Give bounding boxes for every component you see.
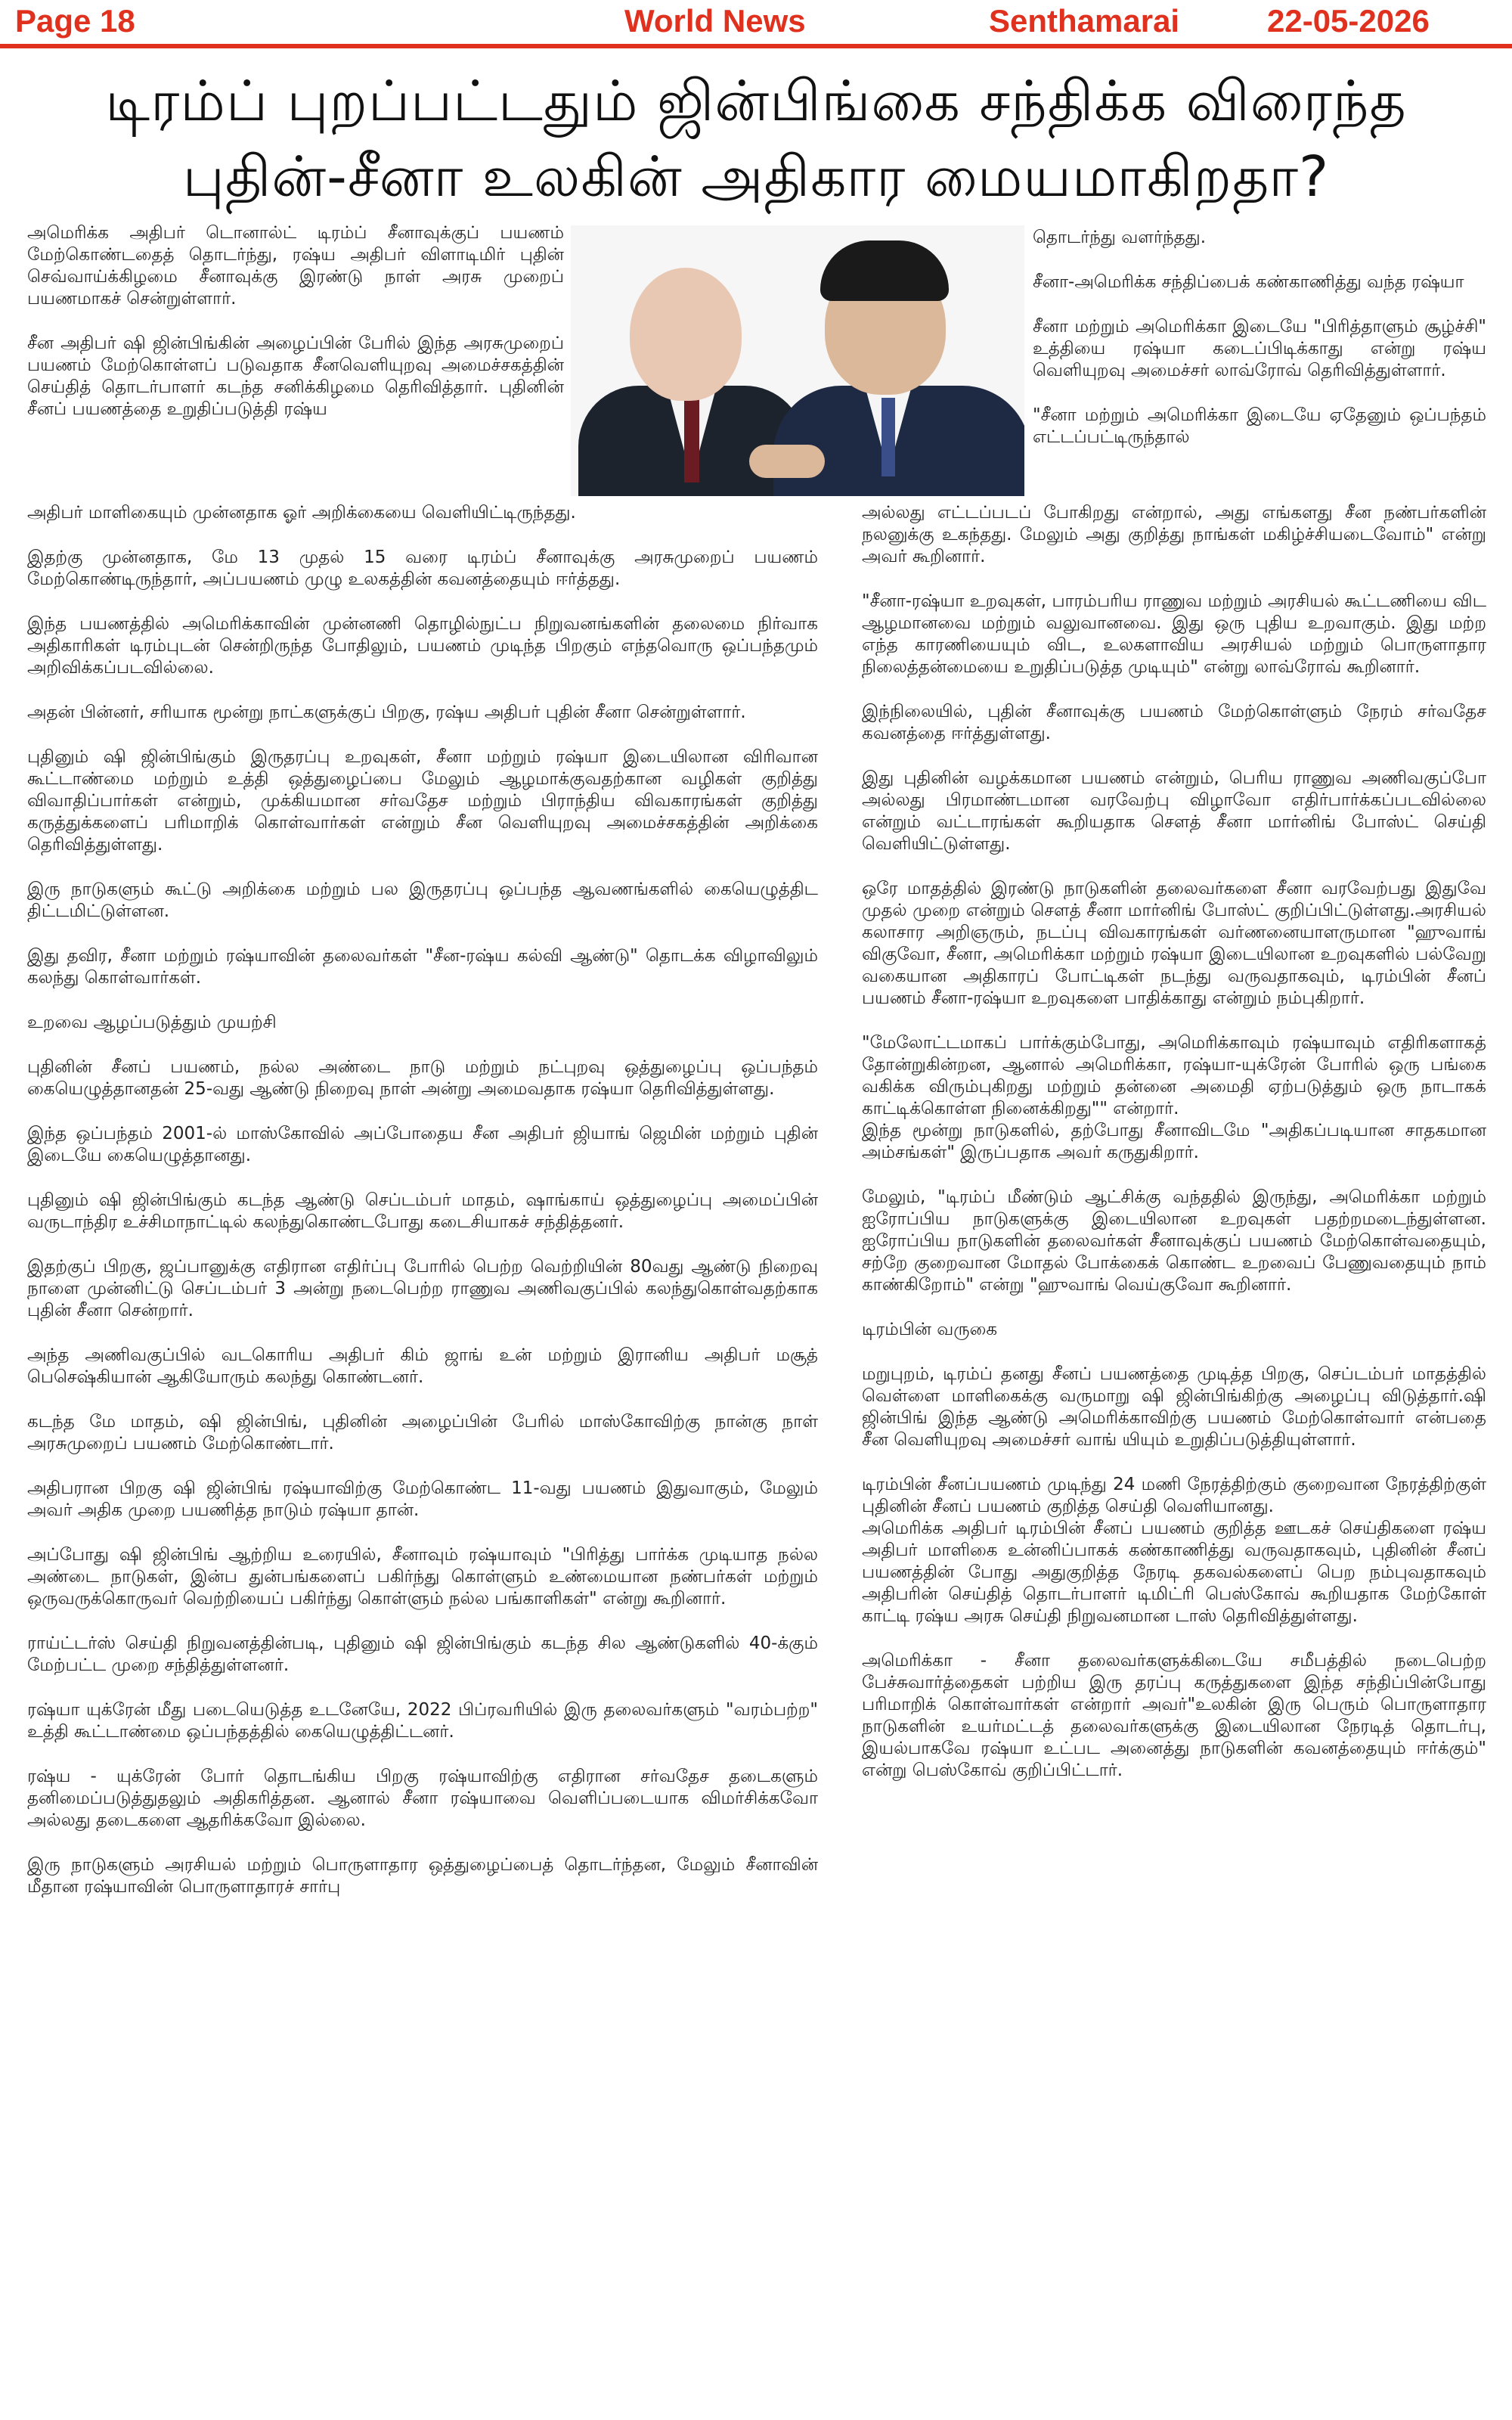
- subheading: உறவை ஆழப்படுத்தும் முயற்சி: [27, 1013, 277, 1032]
- paragraph: அந்த அணிவகுப்பில் வடகொரிய அதிபர் கிம் ஜாங் உன் மற்றும் இரானிய அதிபர் மசூத் பெசெஷ்கியான் ஆகியோரும் கலந்து கொண்டனர்.: [27, 1345, 818, 1387]
- handshake: [749, 445, 825, 478]
- paragraph: மேலும், "டிரம்ப் மீண்டும் ஆட்சிக்கு வந்ததில் இருந்து, அமெரிக்கா மற்றும் ஐரோப்பிய நாடுகளுக்கு இடையிலான உறவுகள் பதற்றமடைந்துள்ளன. ஐரோப்பிய நாடுகளின் தலைவர்கள் சீனாவுக்குப் பயணம் மேற்கொள்வதையும், சற்றே குறைவான மோதல் போக்கைக் கொண்ட உறவைப் பேணுவதையும் நாம் காண்கிறோம்" என்று "ஹுவாங் வெய்குவோ கூறினார்.: [862, 1187, 1486, 1295]
- paragraph: ரஷ்யா யுக்ரேன் மீது படையெடுத்த உடனேயே, 2022 பிப்ரவரியில் இரு தலைவர்களும் "வரம்பற்ற" உத்தி கூட்டாண்மை ஒப்பந்தத்தில் கையெழுத்திட்டனர்.: [27, 1700, 818, 1742]
- paragraph: இதற்கு முன்னதாக, மே 13 முதல் 15 வரை டிரம்ப் சீனாவுக்கு அரசுமுறைப் பயணம் மேற்கொண்டிருந்தார், அப்பயணம் முழு உலகத்தின் கவனத்தையும் ஈர்த்தது.: [27, 548, 818, 589]
- paragraph: ராய்ட்டர்ஸ் செய்தி நிறுவனத்தின்படி, புதினும் ஷி ஜின்பிங்கும் கடந்த சில ஆண்டுகளில் 40-க்கும் மேற்பட்ட முறை சந்தித்துள்ளனர்.: [27, 1634, 818, 1675]
- paragraph: அமெரிக்கா - சீனா தலைவர்களுக்கிடையே சமீபத்தில் நடைபெற்ற பேச்சுவார்த்தைகள் பற்றிய இரு தரப்பு கருத்துகளை இந்த சந்திப்பின்போது பரிமாறிக் கொள்வார்கள் என்றார் அவர்"உலகின் இரு பெரும் பொருளாதார நாடுகளின் உயர்மட்டத் தலைவர்களுக்கு இடையிலான நேரடித் தொடர்பு, இயல்பாகவே ரஷ்யா உட்பட அனைத்து நாடுகளின் கவனத்தையும் ஈர்க்கும்" என்று பெஸ்கோவ் குறிப்பிட்டார்.: [862, 1651, 1486, 1780]
- paragraph: இந்த பயணத்தில் அமெரிக்காவின் முன்னணி தொழில்நுட்ப நிறுவனங்களின் தலைமை நிர்வாக அதிகாரிகள் டிரம்புடன் சென்றிருந்த போதிலும், பயணம் முடிந்த பிறகும் எந்தவொரு ஒப்பந்தமும் அறிவிக்கப்படவில்லை.: [27, 614, 818, 678]
- paragraph: ரஷ்ய - யுக்ரேன் போர் தொடங்கிய பிறகு ரஷ்யாவிற்கு எதிரான சர்வதேச தடைகளும் தனிமைப்படுத்துதலும் அதிகரித்தன. ஆனால் சீனா ரஷ்யாவை வெளிப்படையாக விமர்சிக்கவோ அல்லது தடைகளை ஆதரிக்கவோ இல்லை.: [27, 1767, 818, 1830]
- subheading: டிரம்பின் வருகை: [862, 1320, 998, 1339]
- paragraph: அதிபரான பிறகு ஷி ஜின்பிங் ரஷ்யாவிற்கு மேற்கொண்ட 11-வது பயணம் இதுவாகும், மேலும் அவர் அதிக முறை பயணித்த நாடும் ரஷ்யா தான்.: [27, 1478, 818, 1520]
- article-photo: [571, 225, 1024, 496]
- header-divider: [0, 44, 1512, 48]
- paragraph: அதன் பின்னர், சரியாக மூன்று நாட்களுக்குப் பிறகு, ரஷ்ய அதிபர் புதின் சீனா சென்றுள்ளார்.: [27, 703, 746, 722]
- left-column: [27, 502, 818, 1898]
- page-header: [0, 0, 1512, 41]
- page-number: Page 18: [15, 3, 135, 39]
- paragraph: கடந்த மே மாதம், ஷி ஜின்பிங், புதினின் அழைப்பின் பேரில் மாஸ்கோவிற்கு நான்கு நாள் அரசுமுறைப் பயணம் மேற்கொண்டார்.: [27, 1412, 818, 1454]
- paragraph: அதிபர் மாளிகையும் முன்னதாக ஓர் அறிக்கையை வெளியிட்டிருந்தது.: [27, 503, 576, 523]
- issue-date: 22-05-2026: [1267, 3, 1430, 39]
- paragraph: இந்நிலையில், புதின் சீனாவுக்கு பயணம் மேற்கொள்ளும் நேரம் சர்வதேச கவனத்தை ஈர்த்துள்ளது.: [862, 702, 1486, 743]
- paragraph: இந்த மூன்று நாடுகளில், தற்போது சீனாவிடமே "அதிகப்படியான சாதகமான அம்சங்கள்" இருப்பதாக அவர் கருதுகிறார்.: [862, 1121, 1486, 1162]
- paragraph: இது புதினின் வழக்கமான பயணம் என்றும், பெரிய ராணுவ அணிவகுப்போ அல்லது பிரமாண்டமான வரவேற்பு விழாவோ எதிர்பார்க்கப்படவில்லை என்றும் வட்டாரங்கள் கூறியதாக சௌத் சீனா மார்னிங் போஸ்ட் செய்தி வெளியிட்டுள்ளது.: [862, 768, 1486, 854]
- paragraph: இது தவிர, சீனா மற்றும் ரஷ்யாவின் தலைவர்கள் "சீன-ரஷ்ய கல்வி ஆண்டு" தொடக்க விழாவிலும் கலந்து கொள்வார்கள்.: [27, 946, 818, 988]
- paragraph: இரு நாடுகளும் கூட்டு அறிக்கை மற்றும் பல இருதரப்பு ஒப்பந்த ஆவணங்களில் கையெழுத்திட திட்டமிட்டுள்ளன.: [27, 880, 818, 921]
- paragraph: புதினும் ஷி ஜின்பிங்கும் இருதரப்பு உறவுகள், சீனா மற்றும் ரஷ்யா இடையிலான விரிவான கூட்டாண்மை மற்றும் உத்தி ஒத்துழைப்பை மேலும் ஆழமாக்குவதற்கான வழிகள் குறித்து விவாதிப்பார்கள் என்றும், முக்கியமான சர்வதேச மற்றும் பிராந்திய விவகாரங்கள் குறித்து கருத்துக்களைப் பரிமாறிக் கொள்வார்கள் என்றும் சீன வெளியுறவு அமைச்சகத்தின் அறிக்கை தெரிவித்துள்ளது.: [27, 747, 818, 855]
- right-column: [862, 502, 1486, 1782]
- paragraph: புதினின் சீனப் பயணம், நல்ல அண்டை நாடு மற்றும் நட்புறவு ஒத்துழைப்பு ஒப்பந்தம் கையெழுத்தானதன் 25-வது ஆண்டு நிறைவு நாள் அன்று அமைவதாக ரஷ்யா தெரிவித்துள்ளது.: [27, 1057, 818, 1099]
- paragraph: இந்த ஒப்பந்தம் 2001-ல் மாஸ்கோவில் அப்போதைய சீன அதிபர் ஜியாங் ஜெமின் மற்றும் புதின் இடையே கையெழுத்தானது.: [27, 1124, 818, 1165]
- paragraph: டிரம்பின் சீனப்பயணம் முடிந்து 24 மணி நேரத்திற்கும் குறைவான நேரத்திற்குள் புதினின் சீனப் பயணம் குறித்த செய்தி வெளியானது.: [862, 1475, 1486, 1516]
- paragraph: அப்போது ஷி ஜின்பிங் ஆற்றிய உரையில், சீனாவும் ரஷ்யாவும் "பிரித்து பார்க்க முடியாத நல்ல அண்டை நாடுகள், இன்ப துன்பங்களைப் பகிர்ந்து கொள்ளும் உண்மையான நண்பர்கள் மற்றும் ஒருவருக்கொருவர் வெற்றியைப் பகிர்ந்து கொள்ளும் நல்ல பங்காளிகள்" என்று கூறினார்.: [27, 1545, 818, 1609]
- left-column-top: [27, 222, 564, 420]
- paragraph: மறுபுறம், டிரம்ப் தனது சீனப் பயணத்தை முடித்த பிறகு, செப்டம்பர் மாதத்தில் வெள்ளை மாளிகைக்கு வருமாறு ஷி ஜின்பிங்கிற்கு அழைப்பு விடுத்தார்.ஷி ஜின்பிங் இந்த ஆண்டு அமெரிக்காவிற்கு பயணம் மேற்கொள்வார் என்பதை சீன வெளியுறவு அமைச்சர் வாங் யியும் உறுதிப்படுத்தியுள்ளார்.: [862, 1364, 1486, 1450]
- paragraph: "சீனா-ரஷ்யா உறவுகள், பாரம்பரிய ராணுவ மற்றும் அரசியல் கூட்டணியை விட ஆழமானவை மற்றும் வலுவானவை. இது ஒரு புதிய உறவாகும். இது மற்ற எந்த காரணியையும் விட, உலகளாவிய அரசியல் மற்றும் பொருளாதார நிலைத்தன்மையை உறுதிப்படுத்த முடியும்" என்று லாவ்ரோவ் கூறினார்.: [862, 591, 1486, 677]
- paragraph: சீனா மற்றும் அமெரிக்கா இடையே "பிரித்தாளும் சூழ்ச்சி" உத்தியை ரஷ்யா கடைப்பிடிக்காது என்று ரஷ்ய வெளியுறவு அமைச்சர் லாவ்ரோவ் தெரிவித்துள்ளார்.: [1033, 317, 1486, 380]
- right-column-top: [1033, 227, 1486, 448]
- paragraph: அல்லது எட்டப்படப் போகிறது என்றால், அது எங்களது சீன நண்பர்களின் நலனுக்கு உகந்தது. மேலும் அது குறித்து நாங்கள் மகிழ்ச்சியடைவோம்" என்று அவர் கூறினார்.: [862, 503, 1487, 566]
- paragraph: ஒரே மாதத்தில் இரண்டு நாடுகளின் தலைவர்களை சீனா வரவேற்பது இதுவே முதல் முறை என்றும் சௌத் சீனா மார்னிங் போஸ்ட் குறிப்பிட்டுள்ளது.அரசியல் கலாசார அறிஞரும், நடப்பு விவகாரங்கள் வர்ணனையாளருமான "ஹுவாங் விகுவோ, சீனா, அமெரிக்கா மற்றும் ரஷ்யா இடையிலான உறவுகளில் பல்வேறு வகையான அதிகாரப் போட்டிகள் நடந்து வருவதாகவும், டிரம்பின் சீனப் பயணம் சீனா-ரஷ்யா உறவுகளை பாதிக்காது என்றும் நம்புகிறார்.: [862, 879, 1486, 1008]
- subheading: சீனா-அமெரிக்க சந்திப்பைக் கண்காணித்து வந்த ரஷ்யா: [1033, 272, 1464, 292]
- paragraph: இதற்குப் பிறகு, ஜப்பானுக்கு எதிரான எதிர்ப்பு போரில் பெற்ற வெற்றியின் 80வது ஆண்டு நிறைவு நாளை முன்னிட்டு செப்டம்பர் 3 அன்று நடைபெற்ற ராணுவ அணிவகுப்பில் கலந்துகொள்வதற்காக புதின் சீனா சென்றார்.: [27, 1257, 818, 1320]
- headline-line-1: டிரம்ப் புறப்பட்டதும் ஜின்பிங்கை சந்திக்க விரைந்த: [105, 69, 1407, 134]
- paragraph: தொடர்ந்து வளர்ந்தது.: [1033, 228, 1207, 247]
- publication-name: Senthamarai: [989, 3, 1180, 39]
- headline-line-2: புதின்-சீனா உலகின் அதிகார மையமாகிறதா?: [182, 144, 1330, 209]
- paragraph: இரு நாடுகளும் அரசியல் மற்றும் பொருளாதார ஒத்துழைப்பைத் தொடர்ந்தன, மேலும் சீனாவின் மீதான ரஷ்யாவின் பொருளாதாரச் சார்பு: [27, 1855, 818, 1897]
- paragraph: அமெரிக்க அதிபர் டொனால்ட் டிரம்ப் சீனாவுக்குப் பயணம் மேற்கொண்டதைத் தொடர்ந்து, ரஷ்ய அதிபர் விளாடிமிர் புதின் செவ்வாய்க்கிழமை சீனாவுக்கு இரண்டு நாள் அரசு முறைப் பயணமாகச் சென்றுள்ளார்.: [27, 223, 564, 309]
- paragraph: சீன அதிபர் ஷி ஜின்பிங்கின் அழைப்பின் பேரில் இந்த அரசுமுறைப் பயணம் மேற்கொள்ளப் படுவதாக சீனவெளியுறவு அமைச்சகத்தின் செய்தித் தொடர்பாளர் கடந்த சனிக்கிழமை தெரிவித்தார். புதினின் சீனப் பயணத்தை உறுதிப்படுத்தி ரஷ்ய: [27, 334, 564, 419]
- paragraph: "சீனா மற்றும் அமெரிக்கா இடையே ஏதேனும் ஒப்பந்தம் எட்டப்பட்டிருந்தால்: [1033, 405, 1486, 447]
- article-headline: [23, 64, 1489, 215]
- paragraph: அமெரிக்க அதிபர் டிரம்பின் சீனப் பயணம் குறித்த ஊடகச் செய்திகளை ரஷ்ய அதிபர் மாளிகை உன்னிப்பாகக் கண்காணித்து வருவதாகவும், புதினின் சீனப் பயணத்தின் போது அதுகுறித்த நேரடி தகவல்களைப் பெற நம்புவதாகவும் அதிபரின் செய்தித் தொடர்பாளர் டிமிட்ரி பெஸ்கோவ் கூறியதாக மேற்கோள் காட்டி ரஷ்ய அரசு செய்தி நிறுவனமான டாஸ் தெரிவித்துள்ளது.: [862, 1519, 1486, 1626]
- section-name: World News: [624, 3, 806, 39]
- paragraph: "மேலோட்டமாகப் பார்க்கும்போது, அமெரிக்காவும் ரஷ்யாவும் எதிரிகளாகத் தோன்றுகின்றன, ஆனால் அமெரிக்கா, ரஷ்யா-யுக்ரேன் போரில் ஒரு பங்கை வகிக்க விரும்புகிறது மற்றும் தன்னை அமைதி ஏற்படுத்தும் ஒரு நாடாகக் காட்டிக்கொள்ள நினைக்கிறது"" என்றார்.: [862, 1033, 1486, 1118]
- paragraph: புதினும் ஷி ஜின்பிங்கும் கடந்த ஆண்டு செப்டம்பர் மாதம், ஷாங்காய் ஒத்துழைப்பு அமைப்பின் வருடாந்திர உச்சிமாநாட்டில் கலந்துகொண்டபோது கடைசியாகச் சந்தித்தனர்.: [27, 1190, 818, 1232]
